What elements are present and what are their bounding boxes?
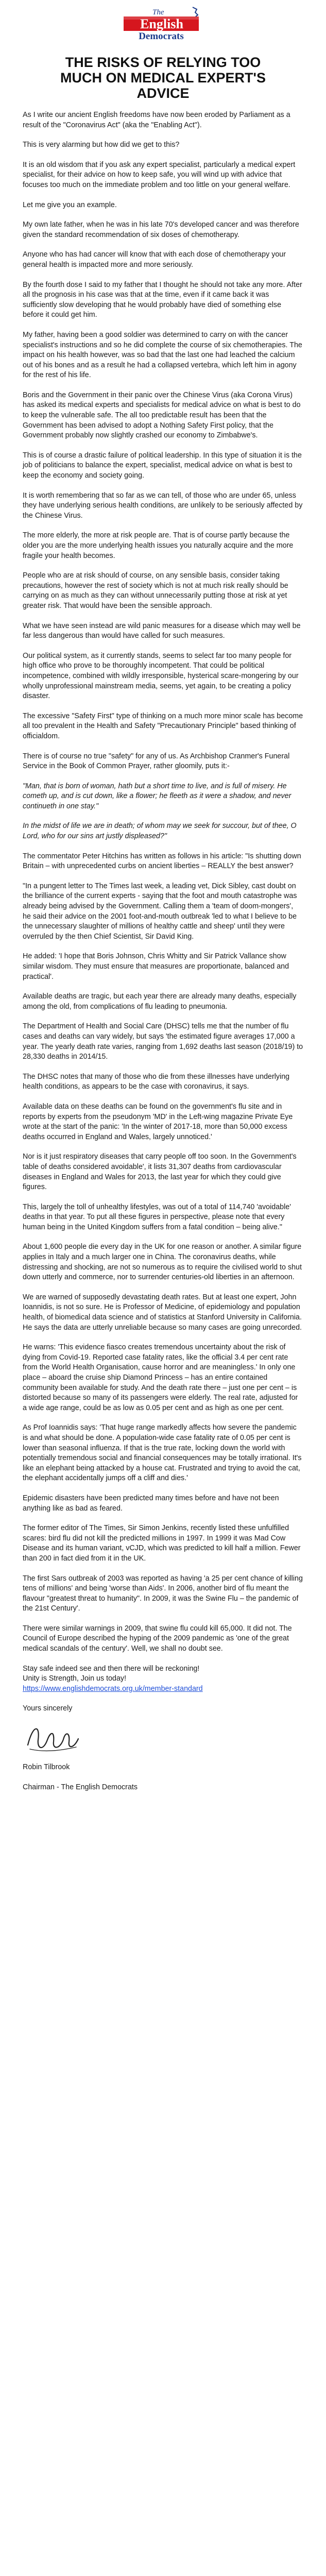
signature-role: Chairman - The English Democrats	[23, 1783, 138, 1791]
paragraph: This, largely the toll of unhealthy lifestyles, was out of a total of 114,740 'avoidable' deaths in that year. To put all these figures in perspective, please note that every human being in the United Kingdom suffers from a fatal condition – being alive."	[23, 1202, 291, 1231]
quote-paragraph: In the midst of life we are in death; of whom may we seek for succour, but of thee, O Lord, who for our sins art justly displeased?"	[23, 822, 297, 841]
paragraph: We are warned of supposedly devastating death rates. But at least one expert, John Ioannidis, is not so sure. He is Professor of Medicine, of epidemiology and population health, of biomedical data science and of statistics at Stanford University in California. He says the data are utterly unreliable because so many cases are going unrecorded.	[23, 1293, 302, 1332]
paragraph: He added: 'I hope that Boris Johnson, Chris Whitty and Sir Patrick Vallance show similar wisdom. They must ensure that measures are proportionate, balanced and practical'.	[23, 952, 289, 981]
paragraph: Unity is Strength, Join us today!	[23, 1674, 127, 1683]
logo-democrats: Democrats	[139, 31, 184, 41]
paragraph: As I write our ancient English freedoms have now been eroded by Parliament as a result of the "Coronavirus Act" (aka the "Enabling Act").	[23, 111, 290, 129]
paragraph: As Prof Ioannidis says: 'That huge range markedly affects how severe the pandemic is and what should be done. A population-wide case fatality rate of 0.05 per cent is lower than seasonal influenza. If that is the true rate, locking down the world with potentially tremendous social and financial consequences may be totally irrational. It's like an elephant being attacked by a house cat. Frustrated and trying to avoid the cat, the elephant accidentally jumps off a cliff and dies.'	[23, 1423, 302, 1483]
paragraph: The excessive "Safety First" type of thinking on a much more minor scale has become all too prevalent in the Health and Safety "Precautionary Principle" based thinking of officialdom.	[23, 711, 303, 740]
paragraph: Available data on these deaths can be found on the government's flu site and in reports by experts from the pseudonym 'MD' in the Left-wing magazine Private Eye wrote at the start of the panic: 'In the winter of 2017-18, more than 50,000 excess deaths occurred in England and Wales, largely unnoticed.'	[23, 1102, 293, 1141]
paragraph: The commentator Peter Hitchins has written as follows in his article: "Is shutting down Britain – with unprecedented curbs on ancient liberties – REALLY the best answer?	[23, 852, 301, 871]
paragraph: Let me give you an example.	[23, 200, 117, 209]
join-link[interactable]: https://www.englishdemocrats.org.uk/member-standard	[23, 1684, 203, 1693]
paragraph: Anyone who has had cancer will know that with each dose of chemotherapy your general health is impacted more and more seriously.	[23, 250, 286, 269]
paragraph: Available deaths are tragic, but each year there are already many deaths, especially among the old, from complications of flu leading to pneumonia.	[23, 992, 297, 1011]
signature-block	[23, 1704, 303, 1792]
email-page	[0, 4, 326, 2576]
paragraph: He warns: 'This evidence fiasco creates tremendous uncertainty about the risk of dying from Covid-19. Reported case fatality rates, like the official 3.4 per cent rate from the World Health Organisation, cause horror and are meaningless.' In only one place – aboard the cruise ship Diamond Princess – has an entire contained community been available for study. And the death rate there – just one per cent – is distorted because so many of its passengers were elderly. The real rate, adjusted for a wide age range, could be as low as 0.05 per cent and as high as one per cent.	[23, 1343, 298, 1412]
paragraph: It is an old wisdom that if you ask any expert specialist, particularly a medical expert specialist, for their advice on how to keep safe, you will wind up with advice that focuses too much on the immediate problem and too little on your general welfare.	[23, 160, 296, 189]
paragraph: This is very alarming but how did we get to this?	[23, 141, 180, 149]
paragraph: The Department of Health and Social Care (DHSC) tells me that the number of flu cases and deaths can vary widely, but says 'the estimated figure averages 17,000 a year. The yearly death rate varies, ranging from 1,692 deaths last season (2018/19) to 28,330 deaths in 2014/15.	[23, 1022, 303, 1061]
logo-the: The	[152, 8, 164, 16]
paragraph: There is of course no true "safety" for any of us. As Archbishop Cranmer's Funeral Service in the Book of Common Prayer, rather gloomily, puts it:-	[23, 752, 290, 771]
paragraph: Stay safe indeed see and then there will be reckoning!	[23, 1664, 200, 1673]
paragraph: There were similar warnings in 2009, that swine flu could kill 65,000. It did not. The Council of Europe described the hyping of the 2009 pandemic as 'one of the great medical scandals of the century'. Well, we shall no doubt see.	[23, 1624, 292, 1653]
paragraph: My own late father, when he was in his late 70's developed cancer and was therefore given the standard recommendation of six doses of chemotherapy.	[23, 221, 299, 239]
paragraph: Our political system, as it currently stands, seems to select far too many people for high office who prove to be thoroughly incompetent. That could be political incompetence, combined with wildly irresponsible, hysterical scare-mongering by our wholly unprofessional mainstream media, seems, yet again, to be creating a policy disaster.	[23, 651, 299, 701]
paragraph: About 1,600 people die every day in the UK for one reason or another. A similar figure applies in Italy and a much larger one in China. The coronavirus deaths, while distressing and shocking, are not so numerous as to require the civilised world to shut down utterly and commerce, nor to surrender centuries-old liberties in an afternoon.	[23, 1243, 302, 1282]
paragraph: Boris and the Government in their panic over the Chinese Virus (aka Corona Virus) has asked its medical experts and specialists for medical advice on what is best to do to keep the vulnerable safe. The all too predictable result has been that the Government has been advised to adopt a Nothing Safety First policy, that the Government probably now slightly crashed our economy to Zimbabwe's.	[23, 391, 301, 440]
logo-english: English	[140, 16, 183, 31]
paragraph: The first Sars outbreak of 2003 was reported as having 'a 25 per cent chance of killing tens of millions' and being 'worse than Aids'. In 2006, another bird of flu meant the flavour "greatest threat to humanity". In 2009, it was the Swine Flu – the pandemic of the 21st Century'.	[23, 1574, 303, 1613]
paragraph: What we have seen instead are wild panic measures for a disease which may well be far less dangerous than would have called for such measures.	[23, 621, 301, 640]
paragraph: This is of course a drastic failure of political leadership. In this type of situation it is the job of politicians to balance the expert, specialist, medical advice on what is best to keep the economy and society going.	[23, 451, 302, 480]
handwritten-signature	[23, 1719, 83, 1759]
paragraph: Nor is it just respiratory diseases that carry people off too soon. In the Government's table of deaths considered avoidable', it lists 31,307 deaths from cardiovascular diseases in England and Wales for 2013, the last year for which they could give figures.	[23, 1153, 297, 1192]
paragraph: It is worth remembering that so far as we can tell, of those who are under 65, unless they have underlying serious health conditions, are unlikely to be seriously affected by the Chinese Virus.	[23, 491, 303, 520]
paragraph: My father, having been a good soldier was determined to carry on with the cancer specialist's instructions and so he did complete the course of six chemotherapies. The impact on his health however, was so bad that the last one had leached the calcium out of his bones and as a result he had a collapsed vertebra, which left him in agony for the rest of his life.	[23, 330, 302, 380]
paragraph: People who are at risk should of course, on any sensible basis, consider taking precautions, however the rest of society which is not at much risk really should be carrying on as much as they can without unnecessarily putting those at risk at yet greater risk. That would have been the sensible approach.	[23, 571, 288, 610]
article-body	[23, 110, 303, 1792]
logo-graphic	[121, 4, 205, 41]
english-democrats-logo[interactable]	[121, 4, 205, 41]
signature-name: Robin Tilbrook	[23, 1763, 70, 1772]
article-headline: THE RISKS OF RELYING TOO MUCH ON MEDICAL EXPERT'S ADVICE	[60, 55, 266, 101]
paragraph: The DHSC notes that many of those who die from these illnesses have underlying health conditions, as appears to be the case with coronavirus, it says.	[23, 1072, 290, 1091]
signoff-text: Yours sincerely	[23, 1704, 73, 1713]
paragraph: The former editor of The Times, Sir Simon Jenkins, recently listed these unfulfilled scares: bird flu did not kill the predicted millions in 1997. In 1999 it was Mad Cow Disease and its human variant, vCJD, which was predicted to kill half a million. Fewer than 200 in fact died from it in the UK.	[23, 1524, 301, 1563]
paragraph: "In a pungent letter to The Times last week, a leading vet, Dick Sibley, cast doubt on the brilliance of the current experts - saying that the foot and mouth catastrophe was already being advised by the Government. Calling them a 'team of doom-mongers', he said their advice on the 2001 foot-and-mouth outbreak 'led to what I believe to be the unnecessary slaughter of millions of healthy cattle and sheep' until they were overruled by the then Chief Scientist, Sir David King.	[23, 882, 297, 941]
quote-paragraph: "Man, that is born of woman, hath but a short time to live, and is full of misery. He cometh up, and is cut down, like a flower; he fleeth as it were a shadow, and never continueth in one stay."	[23, 782, 291, 810]
paragraph: Epidemic disasters have been predicted many times before and have not been anything like as bad as feared.	[23, 1494, 279, 1513]
paragraph: By the fourth dose I said to my father that I thought he should not take any more. After all the prognosis in his case was that at the time, even if it came back it was sufficiently slow developing that he would probably have died of something else before it could get him.	[23, 280, 302, 319]
paragraph: The more elderly, the more at risk people are. That is of course partly because the older you are the more underlying health issues you naturally acquire and the more fragile your health becomes.	[23, 531, 294, 560]
